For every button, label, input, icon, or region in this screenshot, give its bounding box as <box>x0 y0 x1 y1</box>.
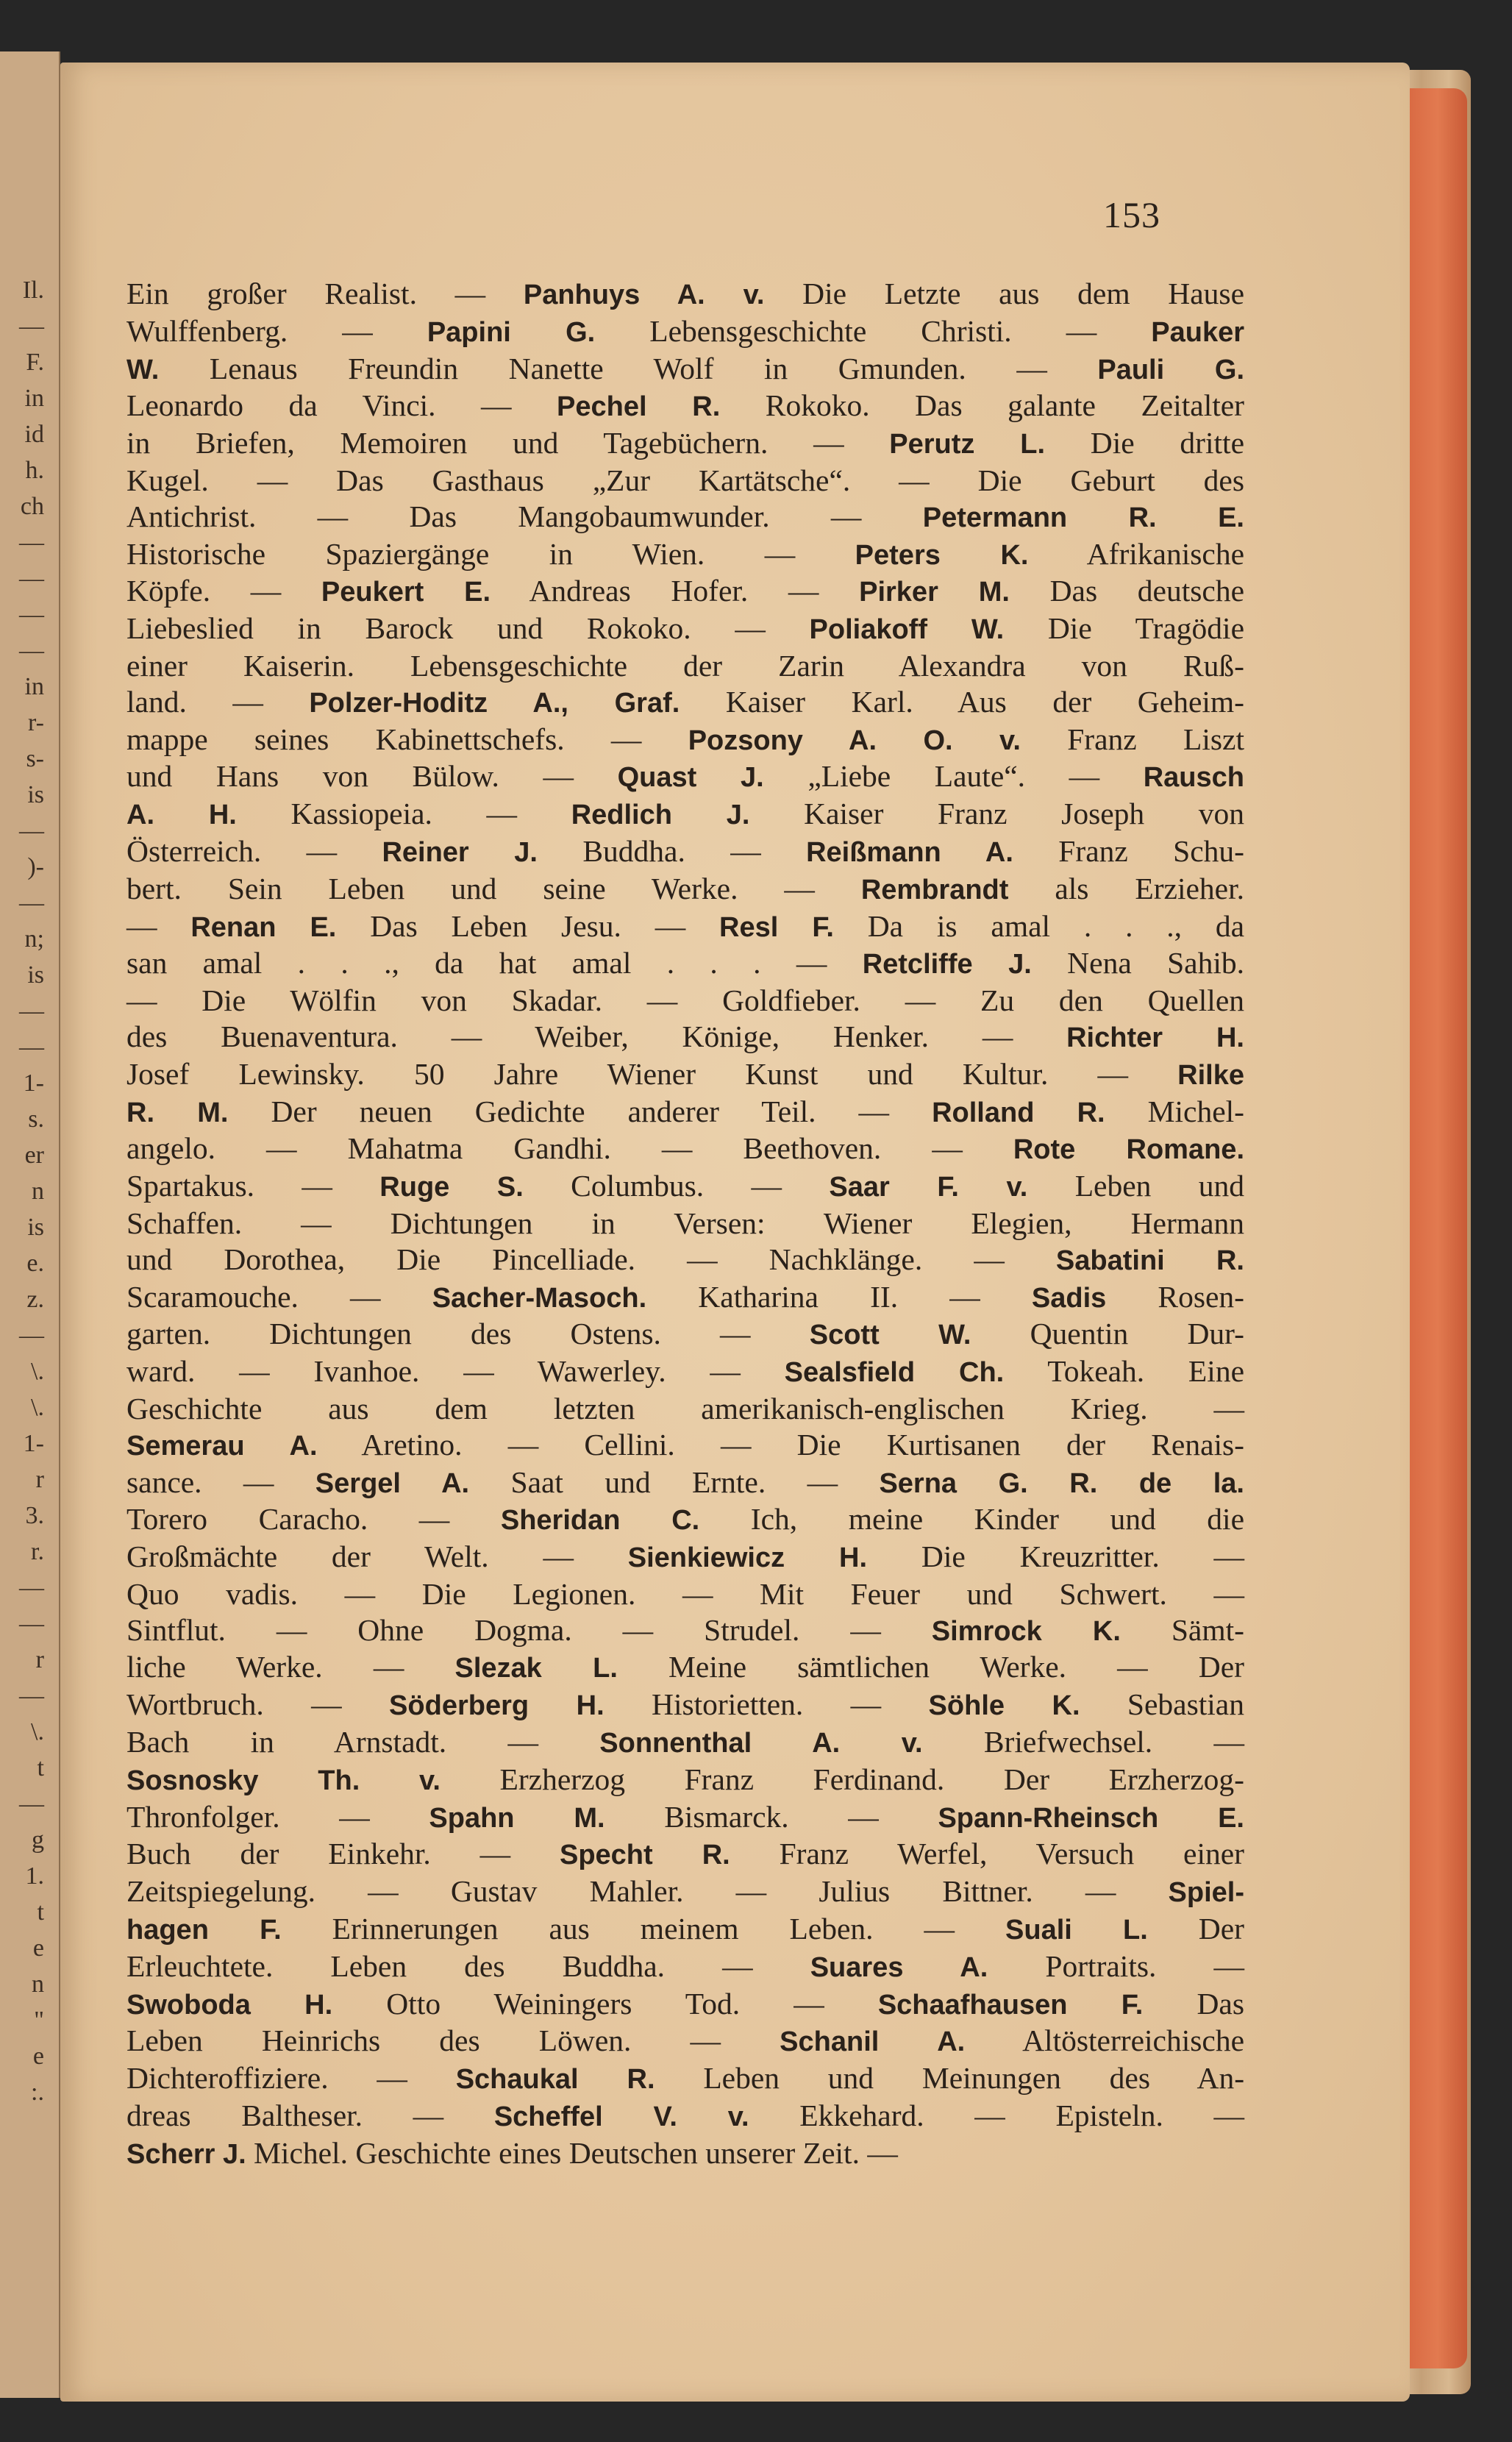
text-line <box>126 1094 1244 1131</box>
text-span: Köpfe. — <box>126 574 321 608</box>
text-line <box>126 1687 1244 1724</box>
book-text-block <box>126 276 1244 2173</box>
text-span: Zeitspiegelung. — Gustav Mahler. — Julius Bittner. — <box>126 1874 1169 1909</box>
text-span: Torero Caracho. — <box>126 1502 501 1537</box>
author-name: Scott W. <box>809 1320 971 1351</box>
previous-page-text-fragments: Il. — F. in id h. ch — — — — in r- s- is — )- — n; is — — 1- s. er n is e. z. — \. \. 1- r 3. r. — — r — \. t — g 1. t e n " e :. <box>19 277 44 2106</box>
text-line <box>126 425 1244 463</box>
text-span: Kugel. — Das Gasthaus „Zur Kartätsche“. — Die Geburt des <box>126 463 1244 497</box>
text-span: Rosen- <box>1106 1279 1245 1314</box>
text-span: Nena Sahib. <box>1031 946 1244 980</box>
text-span: Franz Schu- <box>1013 833 1244 868</box>
text-line <box>126 276 1244 313</box>
text-span: Liebeslied in Barock und Rokoko. — <box>126 611 810 646</box>
text-line <box>126 983 1244 1019</box>
text-span: einer Kaiserin. Lebensgeschichte der Zarin Alexandra von Ruß- <box>126 648 1244 683</box>
text-line <box>126 833 1244 871</box>
text-span: Lebensgeschichte Christi. — <box>595 313 1152 348</box>
author-name: Redlich J. <box>571 800 750 831</box>
text-span: Ekkehard. — Episteln. — <box>749 2099 1244 2133</box>
author-name: Scheffel V. v. <box>493 2101 749 2133</box>
text-span: „Liebe Laute“. — <box>763 759 1144 794</box>
text-span: Buch der Einkehr. — <box>126 1837 560 1871</box>
text-span: Leonardo da Vinci. — <box>126 388 557 423</box>
text-span: Leben Heinrichs des Löwen. — <box>126 2023 780 2058</box>
text-span: — Die Wölfin von Skadar. — Goldfieber. — Zu den Quellen <box>126 983 1244 1018</box>
author-name: Pauli G. <box>1097 354 1244 385</box>
text-line <box>126 573 1244 610</box>
text-span: Die Kreuzritter. — <box>867 1539 1244 1574</box>
text-line <box>126 1131 1244 1168</box>
text-line <box>126 610 1244 648</box>
author-name: Rausch <box>1143 762 1244 794</box>
text-span: Kaiser Franz Joseph von <box>749 797 1245 831</box>
text-span: in Briefen, Memoiren und Tagebüchern. — <box>126 426 890 460</box>
author-name: Peukert E. <box>321 577 491 608</box>
text-line <box>126 499 1244 536</box>
text-line <box>126 1762 1244 1799</box>
text-span: garten. Dichtungen des Ostens. — <box>126 1317 810 1351</box>
author-name: Peters K. <box>855 539 1029 571</box>
text-span: Sebastian <box>1080 1687 1244 1722</box>
text-line <box>126 796 1244 833</box>
author-name: Ruge S. <box>379 1172 524 1203</box>
text-span: bert. Sein Leben und seine Werke. — <box>126 871 861 905</box>
text-line <box>126 2023 1244 2060</box>
text-span: Otto Weiningers Tod. — <box>332 1986 878 2021</box>
author-name: Reiner J. <box>382 836 538 868</box>
text-span: Großmächte der Welt. — <box>126 1539 628 1574</box>
text-span: Wulffenberg. — <box>126 313 427 348</box>
text-span: Kassiopeia. — <box>236 797 571 831</box>
text-span: Historische Spaziergänge in Wien. — <box>126 536 855 571</box>
text-span: Thronfolger. — <box>126 1799 429 1834</box>
text-span: mappe seines Kabinettschefs. — <box>126 722 688 756</box>
text-span: Das <box>1143 1986 1244 2021</box>
text-span: Sintflut. — Ohne Dogma. — Strudel. — <box>126 1612 932 1647</box>
text-line <box>126 1539 1244 1576</box>
text-span: Meine sämtlichen Werke. — Der <box>617 1650 1244 1684</box>
text-span: ward. — Ivanhoe. — Wawerley. — <box>126 1354 785 1389</box>
text-line <box>126 1391 1244 1427</box>
text-span: Leben und <box>1027 1169 1245 1203</box>
author-name: Scherr J. <box>126 2138 246 2170</box>
text-span: Franz Werfel, Versuch einer <box>730 1837 1244 1871</box>
author-name: Sienkiewicz H. <box>627 1542 868 1574</box>
text-line <box>126 945 1244 983</box>
author-name: Pozsony A. O. v. <box>688 725 1021 756</box>
text-span: Das deutsche <box>1009 574 1244 608</box>
author-name: Rembrandt <box>860 874 1009 905</box>
text-span: des Buenaventura. — Weiber, Könige, Henker. — <box>126 1019 1067 1053</box>
text-line <box>126 536 1244 574</box>
author-name: Sacher-Masoch. <box>432 1282 647 1314</box>
author-name: Pechel R. <box>557 391 721 423</box>
text-line <box>126 463 1244 499</box>
text-line <box>126 684 1244 722</box>
author-name: Perutz L. <box>889 429 1046 460</box>
author-name: Pauker <box>1151 316 1245 348</box>
author-name: Suares A. <box>810 1951 988 1983</box>
text-span: Schaffen. — Dichtungen in Versen: Wiener Elegien, Hermann <box>126 1206 1244 1240</box>
text-line <box>126 1056 1244 1094</box>
text-span: Wortbruch. — <box>126 1687 390 1722</box>
author-name: Saar F. v. <box>829 1172 1028 1203</box>
text-line <box>126 1019 1244 1056</box>
text-span: san amal . . ., da hat amal . . . — <box>126 946 863 980</box>
text-span: Quentin Dur- <box>971 1317 1244 1351</box>
text-line <box>126 1427 1244 1464</box>
text-span: Bach in Arnstadt. — <box>126 1725 600 1759</box>
text-span: Erinnerungen aus meinem Leben. — <box>281 1912 1006 1946</box>
text-span: Historietten. — <box>604 1687 929 1722</box>
author-name: Poliakoff W. <box>809 614 1005 646</box>
text-span: Altösterreichische <box>965 2023 1244 2058</box>
text-span: und Hans von Bülow. — <box>126 759 618 794</box>
author-name: Rote Romane. <box>1013 1134 1244 1166</box>
text-line <box>126 1501 1244 1539</box>
text-line <box>126 351 1244 388</box>
author-name: Pirker M. <box>859 577 1010 608</box>
text-span: als Erzieher. <box>1008 871 1244 905</box>
author-name: Sergel A. <box>315 1467 470 1499</box>
text-span: Der <box>1147 1912 1244 1946</box>
text-span: Österreich. — <box>126 833 382 868</box>
author-name: Sealsfield Ch. <box>784 1357 1005 1389</box>
text-span: Spartakus. — <box>126 1169 380 1203</box>
text-line <box>126 1873 1244 1911</box>
text-span: Antichrist. — Das Mangobaumwunder. — <box>126 499 923 533</box>
author-name: Spann-Rheinsch E. <box>938 1802 1244 1834</box>
text-line <box>126 758 1244 796</box>
text-span: Das Leben Jesu. — <box>336 908 720 943</box>
text-span: land. — <box>126 684 310 719</box>
text-line <box>126 1464 1244 1502</box>
author-name: Spahn M. <box>429 1802 605 1834</box>
author-name: Polzer-Hoditz A., Graf. <box>309 687 680 719</box>
text-span: Buddha. — <box>537 833 807 868</box>
text-span: — <box>126 908 191 943</box>
text-span: dreas Baltheser. — <box>126 2099 494 2133</box>
page-number: 153 <box>1103 194 1160 235</box>
text-span: Josef Lewinsky. 50 Jahre Wiener Kunst und Kultur. — <box>126 1056 1178 1091</box>
text-span: Geschichte aus dem letzten amerikanisch-englischen Krieg. — <box>126 1391 1244 1425</box>
author-name: Söderberg H. <box>389 1690 605 1722</box>
text-span: Die dritte <box>1045 426 1244 460</box>
book-cover-edge <box>1408 88 1467 2368</box>
text-line <box>126 1948 1244 1986</box>
author-name: Sonnenthal A. v. <box>599 1728 923 1759</box>
author-name: W. <box>126 354 160 385</box>
text-line <box>126 1986 1244 2023</box>
text-line <box>126 1799 1244 1837</box>
author-name: Simrock K. <box>931 1615 1121 1647</box>
author-name: Reißmann A. <box>806 836 1013 868</box>
author-name: Specht R. <box>559 1840 730 1871</box>
text-line <box>126 1279 1244 1317</box>
author-name: Slezak L. <box>454 1653 618 1684</box>
book-page <box>60 63 1410 2402</box>
author-name: Söhle K. <box>928 1690 1080 1722</box>
author-name: hagen F. <box>126 1915 282 1946</box>
text-span: Portraits. — <box>988 1948 1244 1983</box>
text-span: Die Tragödie <box>1004 611 1244 646</box>
author-name: A. H. <box>126 800 237 831</box>
text-span: Sämt- <box>1120 1612 1244 1647</box>
text-span: Lenaus Freundin Nanette Wolf in Gmunden. — <box>159 351 1098 385</box>
text-span: Saat und Ernte. — <box>469 1464 880 1499</box>
author-name: Spiel- <box>1168 1877 1244 1909</box>
text-span: Afrikanische <box>1028 536 1244 571</box>
text-span: Die Letzte aus dem Hause <box>764 277 1245 310</box>
text-line <box>126 388 1244 425</box>
text-span: Kaiser Karl. Aus der Geheim- <box>680 684 1244 719</box>
author-name: Richter H. <box>1066 1022 1244 1053</box>
text-span: Da is amal . . ., da <box>833 908 1244 943</box>
author-name: Petermann R. E. <box>922 502 1244 533</box>
text-span: Katharina II. — <box>646 1279 1032 1314</box>
text-span: Der neuen Gedichte anderer Teil. — <box>228 1094 932 1128</box>
text-line <box>126 1576 1244 1612</box>
text-line <box>126 1206 1244 1242</box>
text-span: Quo vadis. — Die Legionen. — Mit Feuer und Schwert. — <box>126 1576 1244 1611</box>
author-name: Sabatini R. <box>1055 1245 1244 1276</box>
text-span: Michel- <box>1105 1094 1244 1128</box>
text-span: Columbus. — <box>523 1169 830 1203</box>
text-line <box>126 1911 1244 1948</box>
author-name: Semerau A. <box>126 1430 318 1462</box>
text-line <box>126 1724 1244 1762</box>
text-span: Aretino. — Cellini. — Die Kurtisanen der Renais- <box>317 1427 1244 1462</box>
text-line <box>126 1316 1244 1353</box>
text-line <box>126 1649 1244 1687</box>
text-span: Dichteroffiziere. — <box>126 2061 456 2096</box>
author-name: Sosnosky Th. v. <box>126 1765 441 1796</box>
text-span: Erzherzog Franz Ferdinand. Der Erzherzog- <box>440 1762 1244 1796</box>
text-span: Ich, meine Kinder und die <box>699 1502 1245 1537</box>
author-name: Swoboda H. <box>126 1989 333 2021</box>
text-span: Scaramouche. — <box>126 1279 432 1314</box>
author-name: Schaukal R. <box>455 2064 655 2096</box>
author-name: Sadis <box>1031 1282 1107 1314</box>
author-name: Panhuys A. v. <box>523 280 765 310</box>
text-line <box>126 1242 1244 1279</box>
text-span: liche Werke. — <box>126 1650 455 1684</box>
text-span: Franz Liszt <box>1020 722 1244 756</box>
text-line <box>126 1836 1244 1873</box>
text-span: und Dorothea, Die Pincelliade. — Nachklänge. — <box>126 1242 1056 1276</box>
text-line <box>126 722 1244 759</box>
text-span: Bismarck. — <box>605 1799 938 1834</box>
author-name: Serna G. R. de la. <box>879 1467 1244 1499</box>
text-span: Michel. Geschichte eines Deutschen unserer Zeit. — <box>246 2135 898 2170</box>
text-span: sance. — <box>126 1464 315 1499</box>
author-name: Renan E. <box>190 911 337 943</box>
text-line <box>126 2060 1244 2098</box>
text-line <box>126 313 1244 351</box>
text-span: angelo. — Mahatma Gandhi. — Beethoven. — <box>126 1131 1013 1166</box>
text-line <box>126 1612 1244 1650</box>
author-name: Papini G. <box>427 316 596 348</box>
author-name: Schaafhausen F. <box>877 1989 1144 2021</box>
author-name: Sheridan C. <box>500 1505 700 1537</box>
text-line <box>126 1353 1244 1391</box>
author-name: Suali L. <box>1005 1915 1148 1946</box>
text-line <box>126 2135 1244 2173</box>
text-line <box>126 1168 1244 1206</box>
author-name: R. M. <box>126 1097 229 1128</box>
text-span: Andreas Hofer. — <box>491 574 860 608</box>
previous-page-edge <box>0 51 60 2398</box>
text-line <box>126 648 1244 684</box>
text-line <box>126 2098 1244 2135</box>
text-span: Erleuchtete. Leben des Buddha. — <box>126 1948 810 1983</box>
text-line <box>126 908 1244 946</box>
author-name: Schanil A. <box>780 2026 966 2058</box>
text-span: Tokeah. Eine <box>1004 1354 1244 1389</box>
text-span: Ein großer Realist. — <box>126 277 524 310</box>
text-line <box>126 871 1244 908</box>
author-name: Quast J. <box>617 762 764 794</box>
author-name: Resl F. <box>719 911 834 943</box>
text-span: Briefwechsel. — <box>922 1725 1244 1759</box>
author-name: Rolland R. <box>932 1097 1105 1128</box>
text-span: Leben und Meinungen des An- <box>655 2061 1245 2096</box>
author-name: Retcliffe J. <box>862 949 1032 980</box>
author-name: Rilke <box>1177 1059 1244 1091</box>
text-span: Rokoko. Das galante Zeitalter <box>720 388 1245 423</box>
